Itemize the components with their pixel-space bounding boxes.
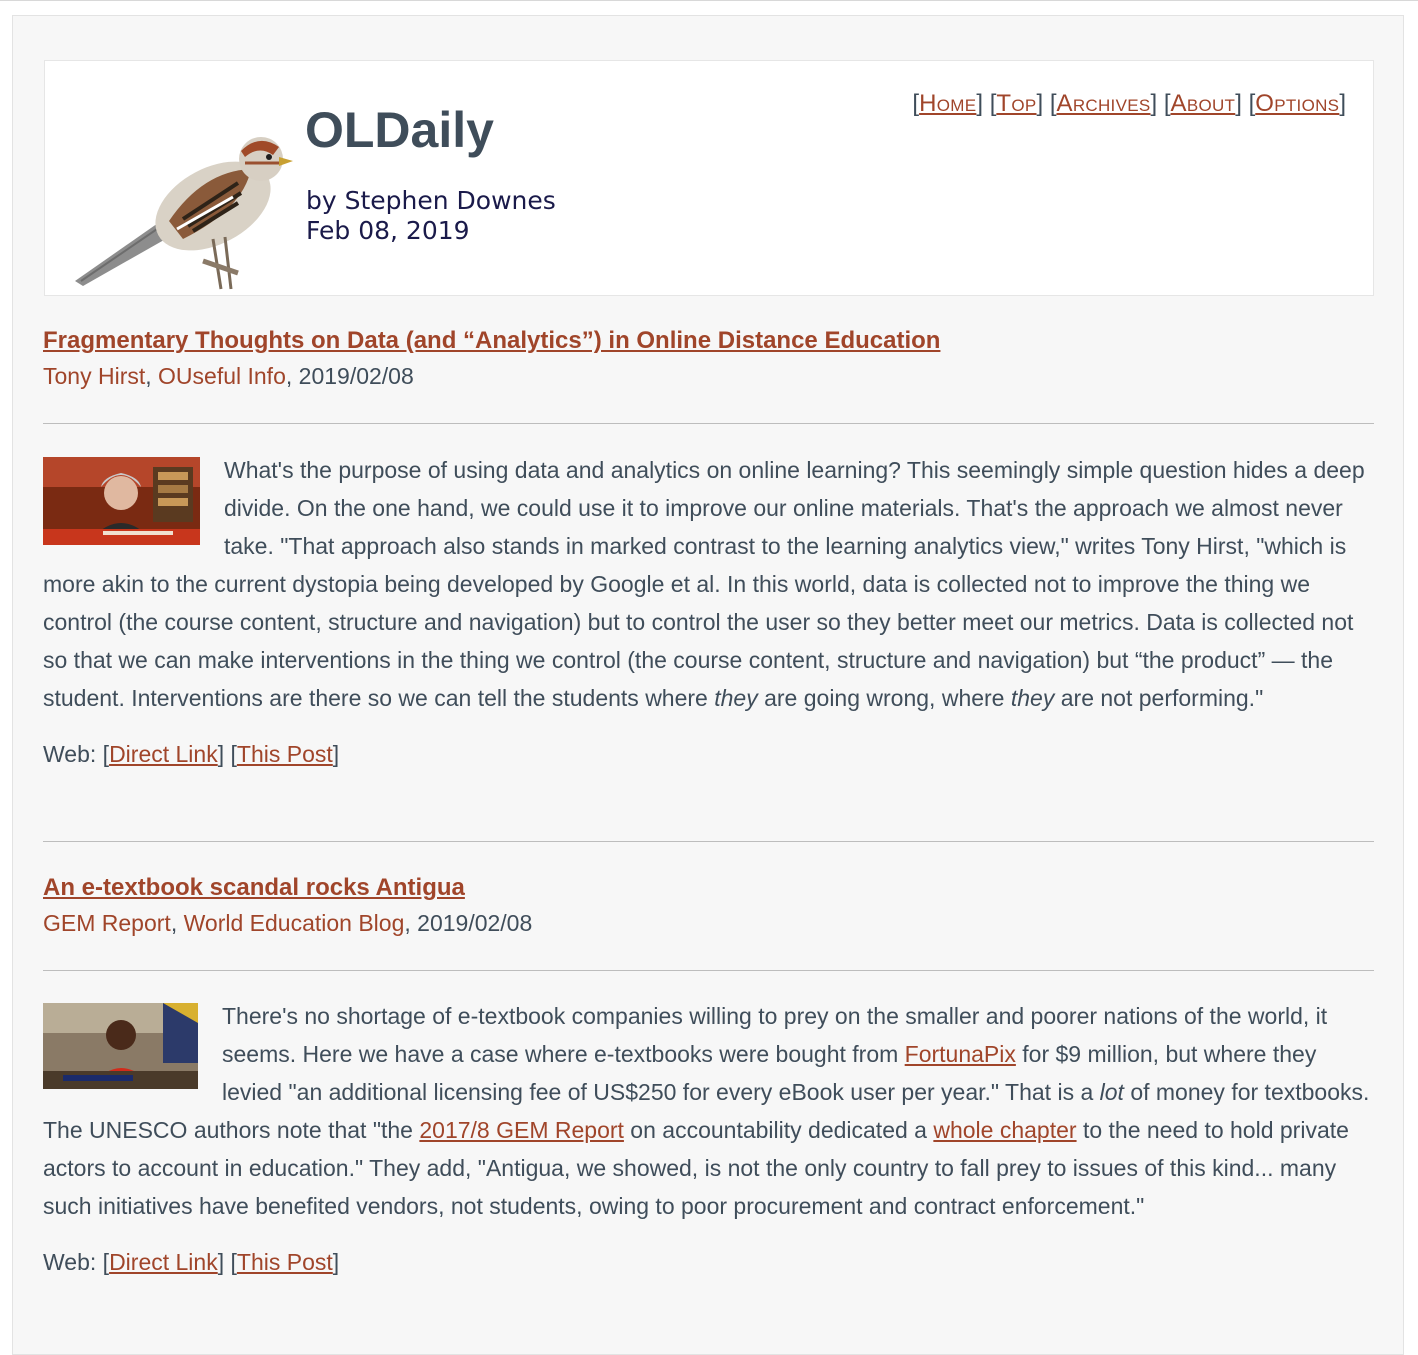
nav-options-link[interactable]: Options xyxy=(1255,90,1340,117)
author-byline: by Stephen Downes xyxy=(306,186,556,215)
post-meta: Tony Hirst, OUseful Info, 2019/02/08 xyxy=(43,363,414,389)
post-divider xyxy=(43,841,1374,842)
nav-about-link[interactable]: About xyxy=(1170,90,1236,117)
post-divider xyxy=(43,970,1374,971)
nav-top-link[interactable]: Top xyxy=(996,90,1037,117)
fortunapix-link[interactable]: FortunaPix xyxy=(904,1041,1016,1067)
post-item xyxy=(43,874,1374,937)
top-navigation: [Home] [Top] [Archives] [About] [Options] xyxy=(912,90,1346,117)
post-web-links: Web: [Direct Link] [This Post] xyxy=(43,1249,340,1275)
post-summary: What's the purpose of using data and analytics on online learning? This seemingly simple question hides a deep divide. On the one hand, we could use it to improve our online materials. That's the approach we almost never take. "That approach also stands in marked contrast to the learning analytics view," writes Tony Hirst, "which is more akin to the current dystopia being developed by Google et al. In this world, data is collected not to improve the thing we control (the course content, structure and navigation) but to control the user so they better meet our metrics. Data is collected not so that we can make interventions in the thing we control (the course content, structure and navigation) but “the product” — the student. Interventions are there so we can tell the students where they are going wrong, where they are not performing." xyxy=(43,457,1365,711)
issue-date: Feb 08, 2019 xyxy=(306,216,470,245)
nav-archives-link[interactable]: Archives xyxy=(1056,90,1151,117)
post-source-link[interactable]: OUseful Info xyxy=(158,363,286,389)
this-post-link[interactable]: This Post xyxy=(236,741,333,767)
post-author-link[interactable]: GEM Report xyxy=(43,910,171,936)
nav-home-link[interactable]: Home xyxy=(919,90,977,117)
speaker-thumbnail-icon xyxy=(43,1003,198,1089)
top-divider xyxy=(0,0,1418,1)
post-divider xyxy=(43,423,1374,424)
post-body xyxy=(43,997,1374,1276)
post-meta: GEM Report, World Education Blog, 2019/02/08 xyxy=(43,910,533,936)
post-body xyxy=(43,451,1374,768)
post-date: 2019/02/08 xyxy=(417,910,533,936)
post-summary: There's no shortage of e-textbook companies willing to prey on the smaller and poorer nations of the world, it seems. Here we have a case where e-textbooks were bought from FortunaPix for $9 million, but where they levied "an additional licensing fee of US$250 for every eBook user per year." That is a lot of money for textbooks. The UNESCO authors note that "the 2017/8 GEM Report on accountability dedicated a whole chapter to the need to hold private actors to account in education." They add, "Antigua, we showed, is not the only country to fall prey to issues of this kind... many such initiatives have benefited vendors, not students, owing to poor procurement and contract enforcement." xyxy=(43,1003,1370,1219)
this-post-link[interactable]: This Post xyxy=(236,1249,333,1275)
direct-link[interactable]: Direct Link xyxy=(109,741,218,767)
site-header xyxy=(44,60,1374,296)
post-item xyxy=(43,327,1374,390)
post-source-link[interactable]: World Education Blog xyxy=(183,910,405,936)
post-title-link[interactable]: An e-textbook scandal rocks Antigua xyxy=(43,874,465,901)
post-date: 2019/02/08 xyxy=(298,363,414,389)
site-title: OLDaily xyxy=(305,102,494,158)
post-title-link[interactable]: Fragmentary Thoughts on Data (and “Analytics”) in Online Distance Education xyxy=(43,327,941,354)
portrait-thumbnail-icon xyxy=(43,457,200,545)
whole-chapter-link[interactable]: whole chapter xyxy=(933,1117,1077,1143)
post-author-link[interactable]: Tony Hirst xyxy=(43,363,146,389)
sparrow-logo-icon xyxy=(73,111,293,291)
gem-report-link[interactable]: 2017/8 GEM Report xyxy=(419,1117,624,1143)
direct-link[interactable]: Direct Link xyxy=(109,1249,218,1275)
post-web-links: Web: [Direct Link] [This Post] xyxy=(43,741,340,767)
